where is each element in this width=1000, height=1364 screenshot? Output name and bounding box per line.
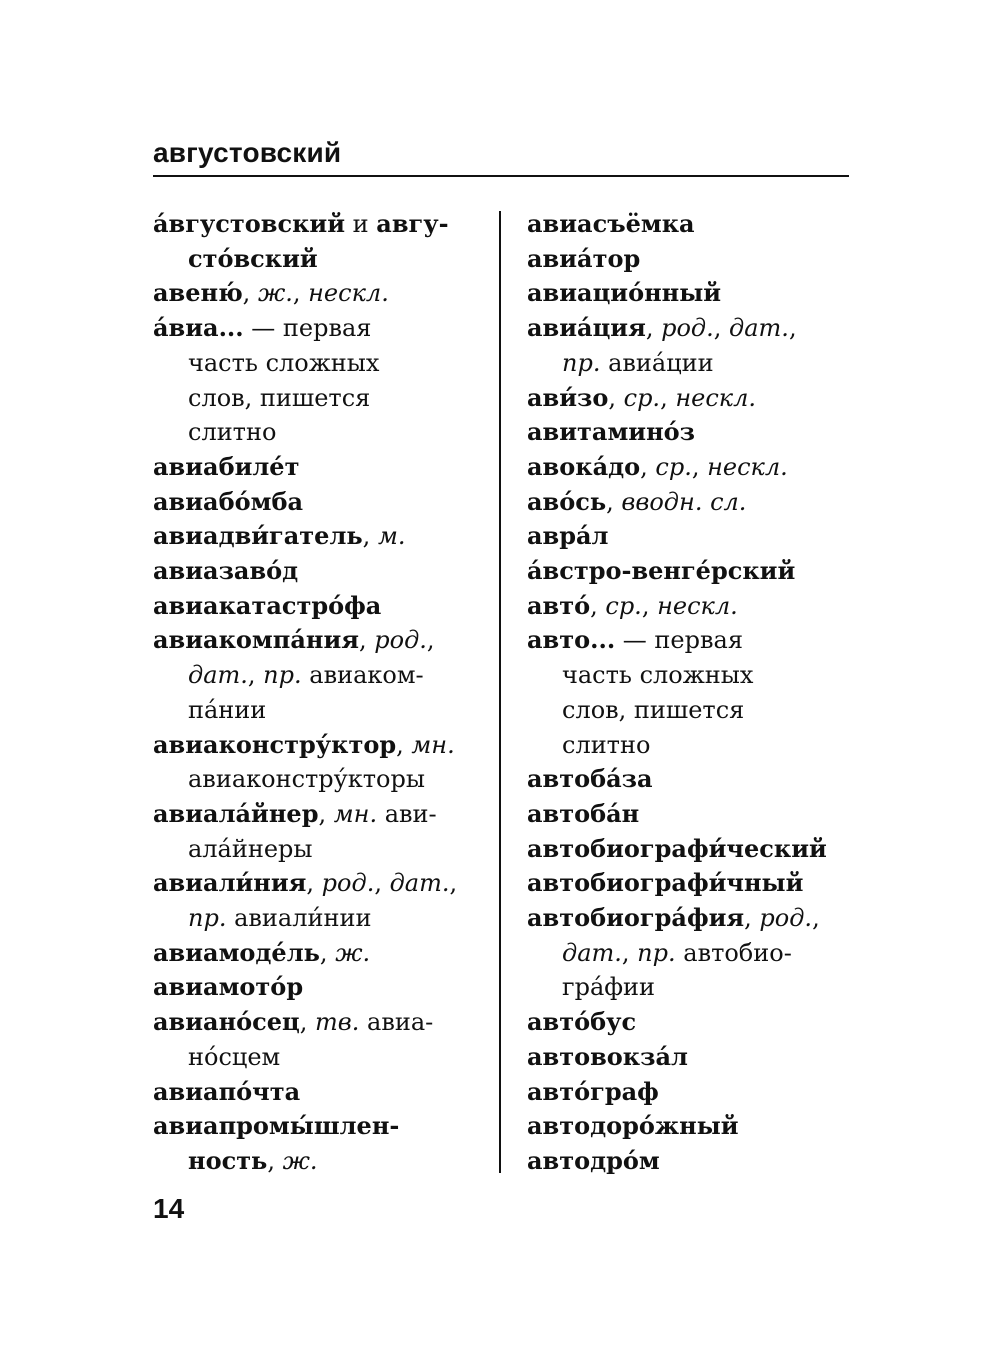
headword: авто́ bbox=[527, 590, 591, 620]
headword: авиала́йнер bbox=[153, 798, 319, 828]
entry-avto-prefix-cont bbox=[527, 728, 857, 763]
entry-avto-prefix-cont bbox=[527, 693, 857, 728]
entry-avtobiografiya bbox=[527, 901, 857, 936]
grammar-label: нескл. bbox=[308, 279, 389, 308]
headword: авиацио́нный bbox=[527, 278, 722, 308]
grammar-label: дат. bbox=[729, 314, 789, 343]
headword: авиали́ния bbox=[153, 868, 307, 898]
entry-aviatsiya-cont bbox=[527, 346, 857, 381]
entry-avia-prefix-cont bbox=[153, 346, 483, 381]
headword: авиамоде́ль bbox=[153, 937, 320, 967]
entry-avtograf bbox=[527, 1075, 857, 1110]
headword: автобиогра́фия bbox=[527, 903, 745, 933]
entry-aviadvigatel bbox=[153, 519, 483, 554]
entry-text: слитно bbox=[188, 418, 277, 447]
entry-avos bbox=[527, 485, 857, 520]
entry-aviabilet bbox=[153, 450, 483, 485]
entry-text: слов, пишется bbox=[188, 383, 371, 412]
entry-text: , bbox=[640, 452, 656, 481]
grammar-label: ж. bbox=[257, 279, 293, 308]
headword: автоба́за bbox=[527, 764, 653, 794]
headword: авиапромы́шлен- bbox=[153, 1111, 400, 1141]
entry-aviapromyshlennost-cont bbox=[153, 1144, 483, 1179]
entry-avialiniya-cont bbox=[153, 901, 483, 936]
entry-avia-prefix-cont bbox=[153, 415, 483, 450]
entry-avtobiografichny bbox=[527, 866, 857, 901]
grammar-label: ж. bbox=[335, 938, 371, 967]
entry-text: , bbox=[621, 938, 638, 967]
headword: автовокза́л bbox=[527, 1041, 688, 1071]
running-head: августовский bbox=[153, 137, 342, 168]
entry-text: но́сцем bbox=[188, 1042, 281, 1071]
grammar-label: мн. bbox=[411, 730, 455, 759]
headword: автобиографи́ческий bbox=[527, 833, 827, 863]
entry-text: ави- bbox=[377, 799, 437, 828]
entry-text: — первая bbox=[243, 314, 372, 343]
entry-text: , bbox=[426, 626, 435, 655]
grammar-label: нескл. bbox=[657, 591, 738, 620]
grammar-label: ср. bbox=[605, 591, 642, 620]
entry-aviasyomka bbox=[527, 207, 857, 242]
headword: авто́бус bbox=[527, 1007, 637, 1037]
grammar-label: м. bbox=[377, 522, 406, 551]
entry-aviator bbox=[527, 242, 857, 277]
entry-text: , bbox=[247, 661, 264, 690]
entry-avialayner-cont bbox=[153, 832, 483, 867]
entry-aviakonstruktor-cont bbox=[153, 762, 483, 797]
entry-avizo bbox=[527, 381, 857, 416]
headword: автобиографи́чный bbox=[527, 868, 804, 898]
entry-text: авиаконстру́кторы bbox=[188, 765, 425, 794]
entry-avianosets bbox=[153, 1005, 483, 1040]
entry-avgustovsky bbox=[153, 207, 483, 242]
headword: авиакатастро́фа bbox=[153, 590, 382, 620]
grammar-label: дат. bbox=[188, 661, 248, 690]
entry-text: , bbox=[645, 314, 662, 343]
headword: авиакомпа́ния bbox=[153, 625, 359, 655]
headword: авто... bbox=[527, 625, 616, 655]
entry-text: , bbox=[606, 487, 622, 516]
entry-avtodorozhny bbox=[527, 1109, 857, 1144]
entry-text: , bbox=[788, 314, 797, 343]
entry-aviakompaniya-cont bbox=[153, 693, 483, 728]
entry-text: , bbox=[449, 869, 458, 898]
headword: а́встро-венге́рский bbox=[527, 556, 796, 586]
grammar-label: ср. bbox=[655, 452, 692, 481]
entry-text: , bbox=[713, 314, 730, 343]
entry-text: , bbox=[744, 904, 760, 933]
headword: авиадви́гатель bbox=[153, 521, 363, 551]
entry-text: авиали́нии bbox=[226, 904, 372, 933]
headword: авока́до bbox=[527, 451, 641, 481]
entry-text: , bbox=[267, 1146, 283, 1175]
grammar-label: род. bbox=[321, 869, 375, 898]
headword: авитамино́з bbox=[527, 417, 695, 447]
entry-text: автобио- bbox=[675, 938, 792, 967]
entry-avtobiografiya-cont bbox=[527, 970, 857, 1005]
left-column bbox=[153, 207, 483, 1179]
grammar-label: нескл. bbox=[707, 452, 788, 481]
entry-text: , bbox=[319, 938, 336, 967]
entry-text: , bbox=[292, 279, 309, 308]
headword: авгу- bbox=[376, 209, 449, 238]
entry-text: па́нии bbox=[188, 695, 267, 724]
headword: авиазаво́д bbox=[153, 556, 299, 586]
headword: авиано́сец bbox=[153, 1007, 300, 1037]
headword: ность bbox=[188, 1145, 268, 1175]
grammar-label: вводн. сл. bbox=[621, 487, 747, 516]
entry-avral bbox=[527, 519, 857, 554]
entry-text: ала́йнеры bbox=[188, 834, 313, 863]
header-rule bbox=[153, 175, 849, 177]
entry-text: авиа́ции bbox=[600, 348, 714, 377]
headword: авиапо́чта bbox=[153, 1076, 301, 1106]
headword: авиабиле́т bbox=[153, 451, 300, 481]
entry-aviakompaniya-cont bbox=[153, 658, 483, 693]
headword: авиасъёмка bbox=[527, 209, 695, 238]
headword: автоба́н bbox=[527, 798, 640, 828]
entry-text: слов, пишется bbox=[562, 695, 745, 724]
entry-text: и bbox=[345, 210, 377, 238]
entry-text: , bbox=[318, 799, 334, 828]
column-divider bbox=[499, 211, 501, 1173]
entry-aviamotor bbox=[153, 970, 483, 1005]
headword: авеню́ bbox=[153, 278, 243, 308]
grammar-label: пр. bbox=[188, 904, 227, 933]
entry-aviatsiya bbox=[527, 311, 857, 346]
entry-text: , bbox=[358, 626, 375, 655]
headword: авиаконстру́ктор bbox=[153, 729, 397, 759]
entry-avtobiografichesky bbox=[527, 832, 857, 867]
entry-aviamodel bbox=[153, 936, 483, 971]
headword: автодро́м bbox=[527, 1145, 660, 1175]
headword: авиа́тор bbox=[527, 243, 641, 273]
grammar-label: пр. bbox=[562, 348, 601, 377]
right-column bbox=[527, 207, 857, 1179]
entry-avtobiografiya-cont bbox=[527, 936, 857, 971]
entry-aviapromyshlennost bbox=[153, 1109, 483, 1144]
grammar-label: род. bbox=[374, 626, 427, 655]
entry-avstro-vengersky bbox=[527, 554, 857, 589]
grammar-label: ж. bbox=[282, 1146, 318, 1175]
entry-text: слитно bbox=[562, 730, 651, 759]
entry-text: , bbox=[641, 591, 658, 620]
entry-text: часть сложных bbox=[562, 661, 754, 690]
entry-aviakonstruktor bbox=[153, 728, 483, 763]
grammar-label: дат. bbox=[562, 938, 622, 967]
grammar-label: пр. bbox=[263, 661, 302, 690]
entry-text: часть сложных bbox=[188, 348, 380, 377]
grammar-label: род. bbox=[759, 904, 813, 933]
entry-text: , bbox=[660, 383, 676, 412]
grammar-label: мн. bbox=[333, 799, 378, 828]
headword: аво́сь bbox=[527, 486, 607, 516]
grammar-label: пр. bbox=[637, 938, 676, 967]
entry-text: — первая bbox=[615, 626, 743, 655]
entry-text: , bbox=[691, 452, 708, 481]
page-number: 14 bbox=[153, 1193, 185, 1224]
grammar-label: тв. bbox=[315, 1008, 360, 1037]
entry-avtodrom bbox=[527, 1144, 857, 1179]
entry-text: , bbox=[306, 869, 322, 898]
headword: авиамото́р bbox=[153, 972, 304, 1002]
entry-avia-prefix bbox=[153, 311, 483, 346]
entry-text: , bbox=[396, 730, 412, 759]
entry-avialiniya bbox=[153, 866, 483, 901]
entry-avokado bbox=[527, 450, 857, 485]
entry-avialayner bbox=[153, 797, 483, 832]
grammar-label: ср. bbox=[623, 383, 661, 412]
entry-avtoban bbox=[527, 797, 857, 832]
entry-aviakatastrofa bbox=[153, 589, 483, 624]
headword: а́виа... bbox=[153, 313, 244, 343]
entry-text: , bbox=[299, 1008, 316, 1037]
entry-text: , bbox=[362, 522, 378, 551]
entry-aveniu bbox=[153, 276, 483, 311]
entry-avitaminoz bbox=[527, 415, 857, 450]
entry-aviatsionny bbox=[527, 276, 857, 311]
entry-text: гра́фии bbox=[562, 973, 656, 1002]
entry-text: , bbox=[590, 591, 606, 620]
grammar-label: род. bbox=[661, 314, 714, 343]
entry-avianosets-cont bbox=[153, 1040, 483, 1075]
entry-avia-prefix-cont bbox=[153, 381, 483, 416]
grammar-label: нескл. bbox=[675, 383, 757, 412]
headword: автодоро́жный bbox=[527, 1111, 739, 1141]
entry-avtobaza bbox=[527, 762, 857, 797]
entry-text: , bbox=[374, 869, 390, 898]
entry-avto-prefix-cont bbox=[527, 658, 857, 693]
headword: авто́граф bbox=[527, 1076, 659, 1106]
headword: ави́зо bbox=[527, 382, 609, 412]
entry-text: , bbox=[608, 383, 624, 412]
headword: авра́л bbox=[527, 521, 609, 551]
headword: авиабо́мба bbox=[153, 486, 303, 516]
entry-text: авиа- bbox=[359, 1008, 434, 1037]
entry-avto-prefix bbox=[527, 623, 857, 658]
entry-avgustovsky-cont bbox=[153, 242, 483, 277]
entry-text: , bbox=[812, 904, 820, 933]
headword: авиа́ция bbox=[527, 313, 646, 343]
entry-avto bbox=[527, 589, 857, 624]
grammar-label: дат. bbox=[389, 869, 450, 898]
entry-aviabomba bbox=[153, 485, 483, 520]
entry-text: , bbox=[242, 279, 258, 308]
headword: а́вгустовский bbox=[153, 209, 346, 238]
entry-aviapochta bbox=[153, 1075, 483, 1110]
entry-avtovokzal bbox=[527, 1040, 857, 1075]
entry-avtobus bbox=[527, 1005, 857, 1040]
entry-text: авиаком- bbox=[301, 661, 424, 690]
entry-aviazavod bbox=[153, 554, 483, 589]
headword: сто́вский bbox=[188, 243, 318, 273]
entry-aviakompaniya bbox=[153, 623, 483, 658]
